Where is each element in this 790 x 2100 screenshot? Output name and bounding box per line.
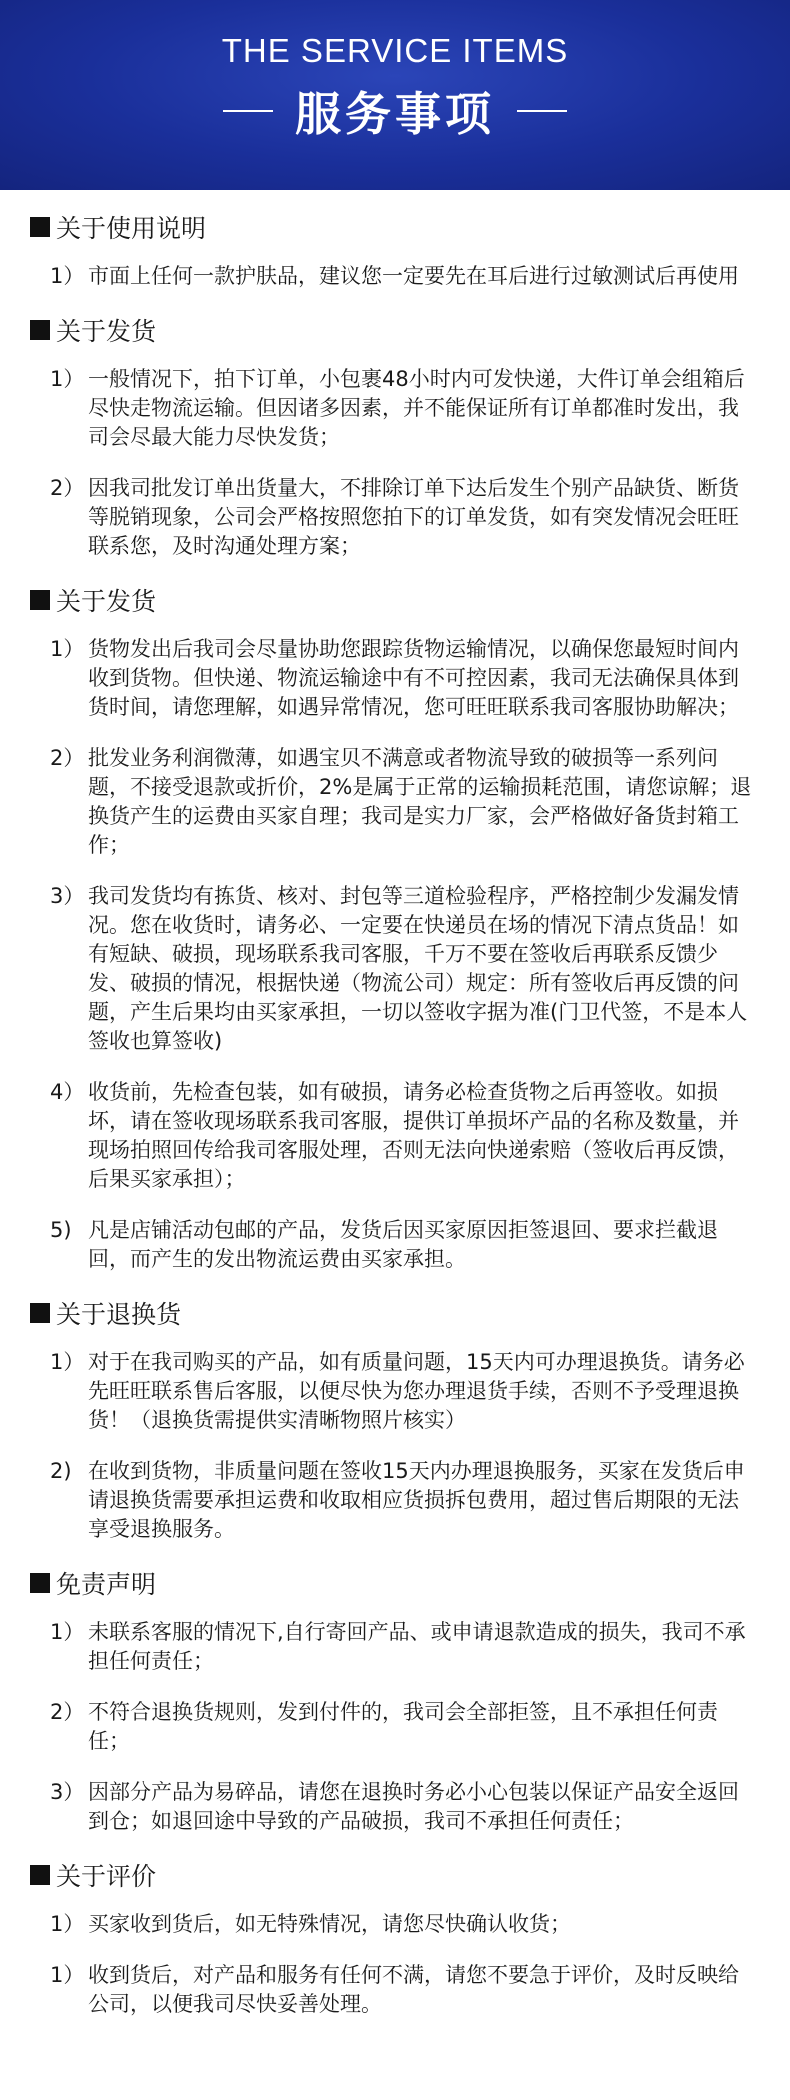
item-number: 1） [50, 1350, 85, 1374]
item-number: 3） [50, 1780, 85, 1804]
list-item [50, 1698, 766, 1756]
banner-title-row [0, 78, 790, 144]
section-title: 免责声明 [56, 1570, 157, 1599]
list-item [50, 1216, 766, 1274]
section [30, 1296, 766, 1544]
item-number: 2) [50, 1459, 72, 1483]
list-item [50, 744, 766, 860]
decor-line-left [223, 110, 273, 112]
item-text: 批发业务利润微薄，如遇宝贝不满意或者物流导致的破损等一系列问题，不接受退款或折价，2%是属于正常的运输损耗范围，请您谅解；退换货产生的运费由买家自理；我司是实力厂家，会严格做好备货封箱工作； [88, 746, 752, 857]
section-title: 关于退换货 [56, 1300, 182, 1329]
item-text: 收到货后，对产品和服务有任何不满，请您不要急于评价，及时反映给公司，以便我司尽快妥善处理。 [88, 1963, 739, 2016]
section-heading [30, 1296, 766, 1330]
square-bullet-icon [30, 1573, 50, 1593]
banner-title-en: THE SERVICE ITEMS [221, 32, 569, 69]
item-number: 1） [50, 1963, 85, 1987]
item-text: 我司发货均有拣货、核对、封包等三道检验程序，严格控制少发漏发情况。您在收货时，请务必、一定要在快递员在场的情况下清点货品！如有短缺、破损，现场联系我司客服，千万不要在签收后再联系反馈少发、破损的情况，根据快递（物流公司）规定：所有签收后再反馈的问题，产生后果均由买家承担，一切以签收字据为准(门卫代签，不是本人签收也算签收) [88, 884, 748, 1053]
item-number: 1） [50, 367, 85, 391]
list-item [50, 1961, 766, 2019]
section-title: 关于评价 [56, 1862, 157, 1891]
content-body [0, 190, 790, 2019]
item-text: 一般情况下，拍下订单，小包裹48小时内可发快递，大件订单会组箱后尽快走物流运输。但因诸多因素，并不能保证所有订单都准时发出，我司会尽最大能力尽快发货； [88, 367, 745, 449]
item-text: 市面上任何一款护肤品，建议您一定要先在耳后进行过敏测试后再使用 [88, 264, 739, 288]
list-item [50, 262, 766, 291]
item-number: 1） [50, 264, 85, 288]
square-bullet-icon [30, 217, 50, 237]
square-bullet-icon [30, 590, 50, 610]
section-heading [30, 210, 766, 244]
item-number: 1） [50, 1912, 85, 1936]
list-item [50, 882, 766, 1056]
section [30, 1566, 766, 1836]
square-bullet-icon [30, 1303, 50, 1323]
section-heading [30, 1858, 766, 1892]
banner-header [0, 0, 790, 190]
item-text: 不符合退换货规则，发到付件的，我司会全部拒签，且不承担任何责任； [88, 1700, 718, 1753]
item-number: 5) [50, 1218, 72, 1242]
item-number: 2） [50, 746, 85, 770]
square-bullet-icon [30, 1865, 50, 1885]
section-title: 关于发货 [56, 317, 157, 346]
list-item [50, 1348, 766, 1435]
list-item [50, 365, 766, 452]
item-text: 因我司批发订单出货量大，不排除订单下达后发生个别产品缺货、断货等脱销现象，公司会严格按照您拍下的订单发货，如有突发情况会旺旺联系您，及时沟通处理方案； [88, 476, 739, 558]
section-heading [30, 583, 766, 617]
banner-title-zh: 服务事项 [295, 87, 495, 141]
section-heading [30, 313, 766, 347]
square-bullet-icon [30, 320, 50, 340]
item-number: 4） [50, 1080, 85, 1104]
item-text: 对于在我司购买的产品，如有质量问题，15天内可办理退换货。请务必先旺旺联系售后客服，以便尽快为您办理退货手续，否则不予受理退换货！（退换货需提供实清晰物照片核实） [88, 1350, 745, 1432]
section [30, 313, 766, 561]
item-text: 在收到货物，非质量问题在签收15天内办理退换服务，买家在发货后申请退换货需要承担运费和收取相应货损拆包费用，超过售后期限的无法享受退换服务。 [88, 1459, 745, 1541]
item-text: 因部分产品为易碎品，请您在退换时务必小心包装以保证产品安全返回到仓；如退回途中导致的产品破损，我司不承担任何责任； [88, 1780, 739, 1833]
item-text: 货物发出后我司会尽量协助您跟踪货物运输情况，以确保您最短时间内收到货物。但快递、物流运输途中有不可控因素，我司无法确保具体到货时间，请您理解，如遇异常情况，您可旺旺联系我司客服协助解决； [88, 637, 739, 719]
section [30, 583, 766, 1274]
list-item [50, 635, 766, 722]
item-number: 2） [50, 1700, 85, 1724]
section-heading [30, 1566, 766, 1600]
list-item [50, 474, 766, 561]
list-item [50, 1618, 766, 1676]
section [30, 1858, 766, 2019]
item-text: 收货前，先检查包装，如有破损，请务必检查货物之后再签收。如损坏，请在签收现场联系我司客服，提供订单损坏产品的名称及数量，并现场拍照回传给我司客服处理，否则无法向快递索赔（签收后再反馈，后果买家承担）； [88, 1080, 739, 1191]
decor-line-right [517, 110, 567, 112]
list-item [50, 1078, 766, 1194]
item-text: 买家收到货后，如无特殊情况，请您尽快确认收货； [88, 1912, 571, 1936]
list-item [50, 1457, 766, 1544]
item-number: 2） [50, 476, 85, 500]
item-number: 3） [50, 884, 85, 908]
section-title: 关于发货 [56, 587, 157, 616]
item-number: 1） [50, 1620, 85, 1644]
item-text: 凡是店铺活动包邮的产品，发货后因买家原因拒签退回、要求拦截退回，而产生的发出物流运费由买家承担。 [88, 1218, 718, 1271]
section [30, 210, 766, 291]
section-title: 关于使用说明 [56, 214, 207, 243]
list-item [50, 1910, 766, 1939]
list-item [50, 1778, 766, 1836]
item-number: 1） [50, 637, 85, 661]
item-text: 未联系客服的情况下,自行寄回产品、或申请退款造成的损失，我司不承担任何责任； [88, 1620, 746, 1673]
